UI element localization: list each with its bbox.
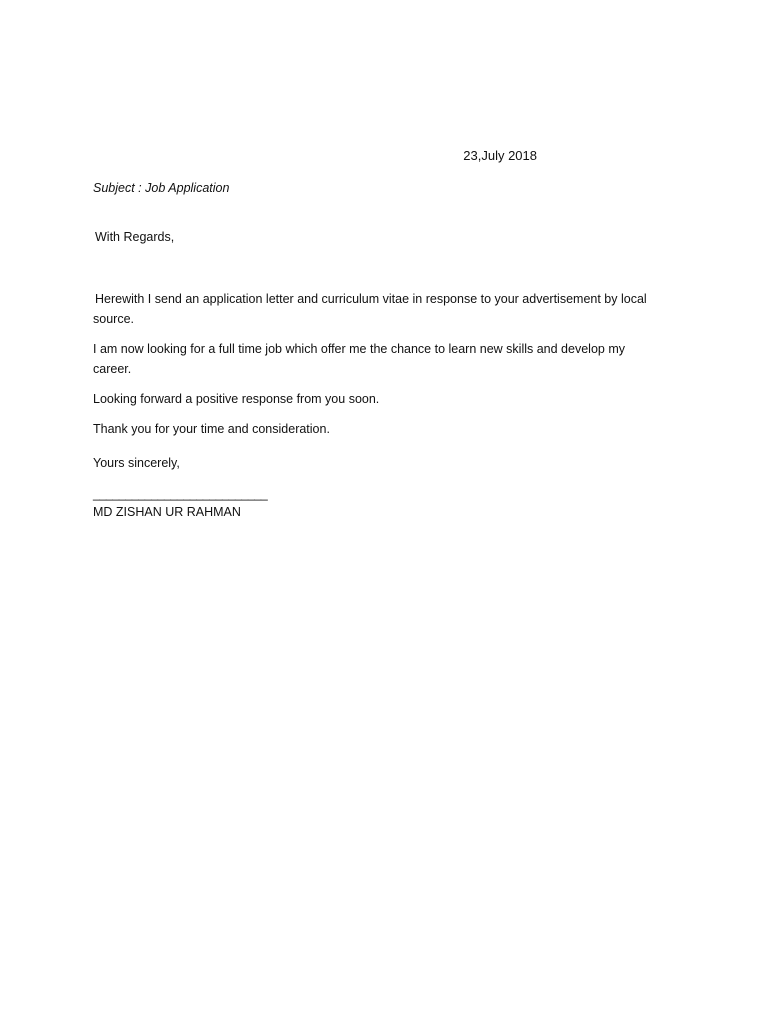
body-paragraph: Thank you for your time and consideration. [93,422,330,436]
signature-line: ___________________________ [93,487,268,501]
letter-closing: Yours sincerely, [93,456,180,470]
body-paragraph: I am now looking for a full time job which offer me the chance to learn new skills and develop my career. [93,342,625,376]
body-paragraph: Looking forward a positive response from you soon. [93,392,380,406]
signer-name: MD ZISHAN UR RAHMAN [93,505,241,519]
letter-subject: Subject : Job Application [93,181,230,195]
letter-date: 23,July 2018 [463,148,537,163]
body-paragraph: Herewith I send an application letter and curriculum vitae in response to your advertisement by local source. [93,292,647,326]
letter-salutation: With Regards, [95,230,175,244]
